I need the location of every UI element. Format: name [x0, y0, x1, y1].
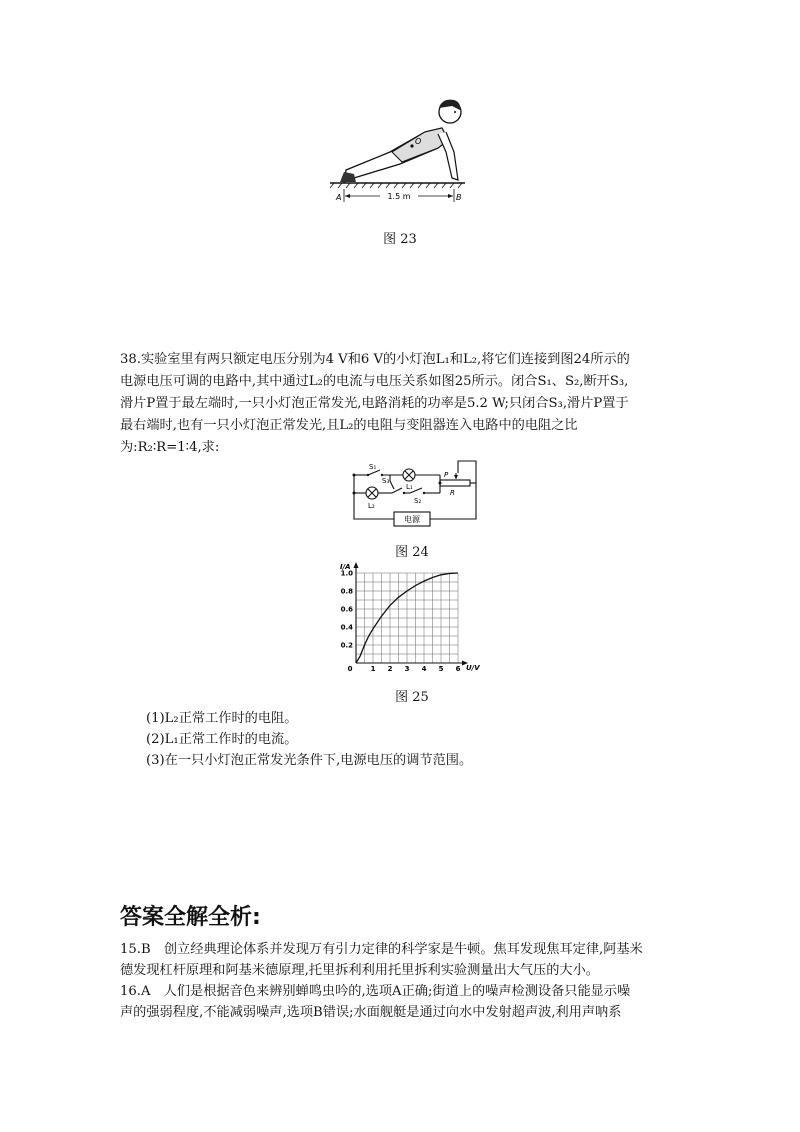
answer-line: 15.B 创立经典理论体系并发现万有引力定律的科学家是牛顿。焦耳发现焦耳定律,阿基米 [120, 942, 643, 957]
fig25-axes [354, 562, 469, 666]
answer-line: 16.A 人们是根据音色来辨别蝉鸣虫吟的,选项A正确;街道上的噪声检测设备只能显示噪 [120, 984, 631, 999]
fig25-y-tick-label: 0.2 [340, 641, 353, 650]
fig25-y-tick-label: 0.6 [340, 605, 353, 614]
fig25-x-tick-label: 3 [404, 665, 410, 673]
fig23-distance: 1.5 m [387, 192, 411, 201]
fig25-ylabel: I/A [340, 563, 351, 571]
question-38-line: 滑片P置于最左端时,一只小灯泡正常发光,电路消耗的功率是5.2 W;只闭合S₃,滑片P置于 [120, 396, 629, 411]
fig25-grid [356, 573, 458, 663]
fig24-label-r: R [450, 489, 455, 497]
answer-line: 德发现杠杆原理和阿基米德原理,托里拆利利用托里拆利实验测量出大气压的大小。 [120, 963, 599, 978]
fig24-circuit [344, 455, 484, 533]
question-38-line: 电源电压可调的电路中,其中通过L₂的电流与电压关系如图25所示。闭合S₁、S₂,断开S₃, [120, 374, 629, 389]
fig25-x-tick-label: 5 [438, 665, 444, 673]
fig24-label-s2: S₂ [414, 497, 422, 505]
fig24-caption: 图 24 [395, 545, 429, 560]
fig23-label-b: B [456, 193, 462, 202]
fig25-y-tick-label: 1.0 [340, 569, 353, 578]
fig25-x-tick-label: 0 [347, 665, 353, 673]
question-38 [120, 349, 690, 459]
answer-line: 声的强弱程度,不能减弱噪声,选项B错误;水面舰艇是通过向水中发射超声波,利用声呐系 [120, 1005, 622, 1020]
fig24-power-source: 电源 [404, 515, 420, 524]
fig25-x-tick-label: 1 [370, 665, 376, 673]
fig23-illustration [330, 90, 470, 205]
fig25-x-tick-label: 4 [421, 665, 427, 673]
fig25-x-tick-label: 6 [455, 665, 461, 673]
fig25-y-tick-label: 0.8 [340, 587, 353, 596]
fig23-label-o: O [415, 137, 422, 146]
fig25-xlabel: U/V [466, 664, 480, 672]
fig23-caption: 图 23 [383, 232, 417, 247]
answers-body [120, 939, 690, 1023]
fig25-caption: 图 25 [395, 690, 429, 705]
answers-heading: 答案全解全析: [120, 905, 261, 930]
subquestions [146, 708, 472, 771]
fig25-y-tick-label: 0.4 [340, 623, 353, 632]
fig25-y-arrow [354, 562, 359, 568]
fig23-label-a: A [336, 193, 342, 202]
fig24-label-s1: S₁ [369, 463, 377, 471]
fig25-x-tick-label: 2 [387, 665, 393, 673]
subquestion-2: (2)L₁正常工作时的电流。 [146, 732, 298, 747]
fig25-chart [334, 560, 494, 678]
subquestion-1: (1)L₂正常工作时的电阻。 [146, 711, 298, 726]
fig24-label-l1: L₁ [406, 483, 413, 491]
fig24-label-p: P [444, 471, 449, 479]
question-38-line: 为:R₂∶R=1∶4,求: [120, 440, 220, 455]
subquestion-3: (3)在一只小灯泡正常发光条件下,电源电压的调节范围。 [146, 753, 473, 768]
fig24-label-l2: L₂ [368, 502, 375, 510]
question-38-line: 最右端时,也有一只小灯泡正常发光,且L₂的电阻与变阻器连入电路中的电阻之比 [120, 418, 578, 433]
fig24-label-s3: S₃ [382, 477, 390, 485]
question-38-line: 38.实验室里有两只额定电压分别为4 V和6 V的小灯泡L₁和L₂,将它们连接到图24所示的 [120, 352, 630, 367]
